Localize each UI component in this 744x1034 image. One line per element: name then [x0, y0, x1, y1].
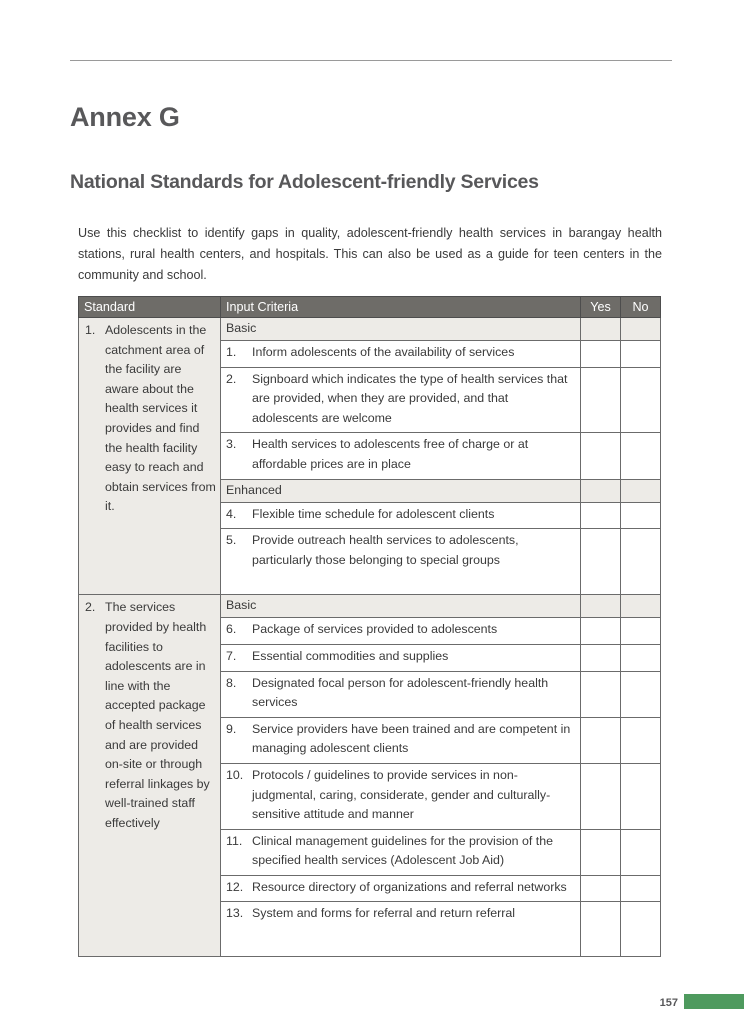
- criteria-text: Resource directory of organizations and referral networks: [252, 879, 567, 894]
- no-checkbox-cell[interactable]: [621, 367, 661, 433]
- criteria-text: Signboard which indicates the type of health services that are provided, when they are provided, and that adolescents are welcome: [252, 371, 568, 425]
- group-no-cell: [621, 479, 661, 502]
- group-label: Basic: [221, 595, 581, 618]
- criteria-text: Clinical management guidelines for the provision of the specified health services (Adolescent Job Aid): [252, 833, 553, 868]
- criteria-number: 2.: [226, 371, 237, 386]
- no-checkbox-cell[interactable]: [621, 902, 661, 957]
- no-checkbox-cell[interactable]: [621, 502, 661, 529]
- criteria-cell: [221, 502, 581, 529]
- group-yes-cell: [581, 318, 621, 341]
- yes-checkbox-cell[interactable]: [581, 829, 621, 875]
- criteria-number: 5.: [226, 533, 237, 548]
- criteria-number: 7.: [226, 648, 237, 663]
- criteria-number: 6.: [226, 622, 237, 637]
- no-checkbox-cell[interactable]: [621, 829, 661, 875]
- no-checkbox-cell[interactable]: [621, 875, 661, 902]
- yes-checkbox-cell[interactable]: [581, 433, 621, 479]
- intro-paragraph: Use this checklist to identify gaps in quality, adolescent-friendly health services in barangay health stations, rural health centers, and hospitals. This can also be used as a guide for teen centers in the community and school.: [78, 225, 662, 282]
- table-header-row: [79, 297, 661, 318]
- no-checkbox-cell[interactable]: [621, 529, 661, 595]
- criteria-text: Protocols / guidelines to provide services in non-judgmental, caring, considerate, gender and culturally-sensitive attitude and manner: [252, 767, 551, 822]
- criteria-text: Inform adolescents of the availability of services: [252, 345, 515, 359]
- yes-checkbox-cell[interactable]: [581, 875, 621, 902]
- criteria-text: Designated focal person for adolescent-friendly health services: [252, 675, 549, 710]
- criteria-number: 9.: [226, 721, 237, 736]
- yes-checkbox-cell[interactable]: [581, 902, 621, 957]
- criteria-number: 3.: [226, 437, 237, 452]
- group-label: Basic: [221, 318, 581, 341]
- yes-checkbox-cell[interactable]: [581, 618, 621, 645]
- criteria-text: Service providers have been trained and are competent in managing adolescent clients: [252, 721, 571, 756]
- criteria-text: Health services to adolescents free of charge or at affordable prices are in place: [252, 437, 529, 471]
- criteria-cell: [221, 875, 581, 902]
- criteria-text: System and forms for referral and return referral: [252, 906, 516, 921]
- group-yes-cell: [581, 595, 621, 618]
- criteria-number: 10.: [226, 767, 244, 782]
- criteria-number: 8.: [226, 675, 237, 690]
- yes-checkbox-cell[interactable]: [581, 367, 621, 433]
- criteria-cell: [221, 367, 581, 433]
- criteria-cell: [221, 902, 581, 957]
- yes-checkbox-cell[interactable]: [581, 717, 621, 763]
- criteria-cell: [221, 717, 581, 763]
- criteria-cell: [221, 671, 581, 717]
- column-header-input-criteria: Input Criteria: [221, 297, 581, 318]
- standard-cell: [79, 318, 221, 595]
- table-group-row: [79, 318, 661, 341]
- criteria-number: 1.: [226, 345, 237, 359]
- column-header-no: No: [621, 297, 661, 318]
- criteria-number: 12.: [226, 879, 244, 894]
- criteria-text: Provide outreach health services to adolescents, particularly those belonging to special groups: [252, 533, 519, 567]
- no-checkbox-cell[interactable]: [621, 341, 661, 368]
- criteria-number: 4.: [226, 506, 237, 521]
- footer-accent-bar: [684, 994, 744, 1009]
- criteria-text: Essential commodities and supplies: [252, 648, 449, 663]
- criteria-number: 13.: [226, 906, 244, 921]
- page-title: Annex G: [70, 102, 180, 133]
- column-header-standard: Standard: [79, 297, 221, 318]
- standard-number: 2.: [85, 600, 96, 615]
- no-checkbox-cell[interactable]: [621, 618, 661, 645]
- header-divider: [70, 60, 672, 61]
- group-label: Enhanced: [221, 479, 581, 502]
- standards-checklist-table: [78, 296, 661, 957]
- yes-checkbox-cell[interactable]: [581, 341, 621, 368]
- criteria-cell: [221, 763, 581, 829]
- yes-checkbox-cell[interactable]: [581, 644, 621, 671]
- no-checkbox-cell[interactable]: [621, 433, 661, 479]
- criteria-cell: [221, 433, 581, 479]
- standard-text: Adolescents in the catchment area of the facility are aware about the health services it provides and find the health facility easy to reach and obtain services from it.: [105, 323, 216, 514]
- criteria-cell: [221, 829, 581, 875]
- criteria-cell: [221, 341, 581, 368]
- no-checkbox-cell[interactable]: [621, 717, 661, 763]
- no-checkbox-cell[interactable]: [621, 644, 661, 671]
- standard-number: 1.: [85, 323, 96, 337]
- group-no-cell: [621, 595, 661, 618]
- criteria-number: 11.: [226, 833, 243, 848]
- page-subtitle: National Standards for Adolescent-friendly Services: [70, 171, 539, 194]
- criteria-cell: [221, 644, 581, 671]
- yes-checkbox-cell[interactable]: [581, 502, 621, 529]
- group-yes-cell: [581, 479, 621, 502]
- yes-checkbox-cell[interactable]: [581, 529, 621, 595]
- standard-text: The services provided by health facilities to adolescents are in line with the accepted package of health services and are provided on-site or through referral linkages by well-trained staff effectively: [105, 600, 210, 830]
- yes-checkbox-cell[interactable]: [581, 763, 621, 829]
- no-checkbox-cell[interactable]: [621, 671, 661, 717]
- standard-cell: [79, 595, 221, 957]
- table-body: [79, 318, 661, 957]
- criteria-text: Flexible time schedule for adolescent clients: [252, 506, 495, 521]
- column-header-yes: Yes: [581, 297, 621, 318]
- criteria-cell: [221, 529, 581, 595]
- yes-checkbox-cell[interactable]: [581, 671, 621, 717]
- criteria-text: Package of services provided to adolescents: [252, 622, 498, 637]
- no-checkbox-cell[interactable]: [621, 763, 661, 829]
- group-no-cell: [621, 318, 661, 341]
- table-group-row: [79, 595, 661, 618]
- page-number: 157: [659, 997, 678, 1009]
- criteria-cell: [221, 618, 581, 645]
